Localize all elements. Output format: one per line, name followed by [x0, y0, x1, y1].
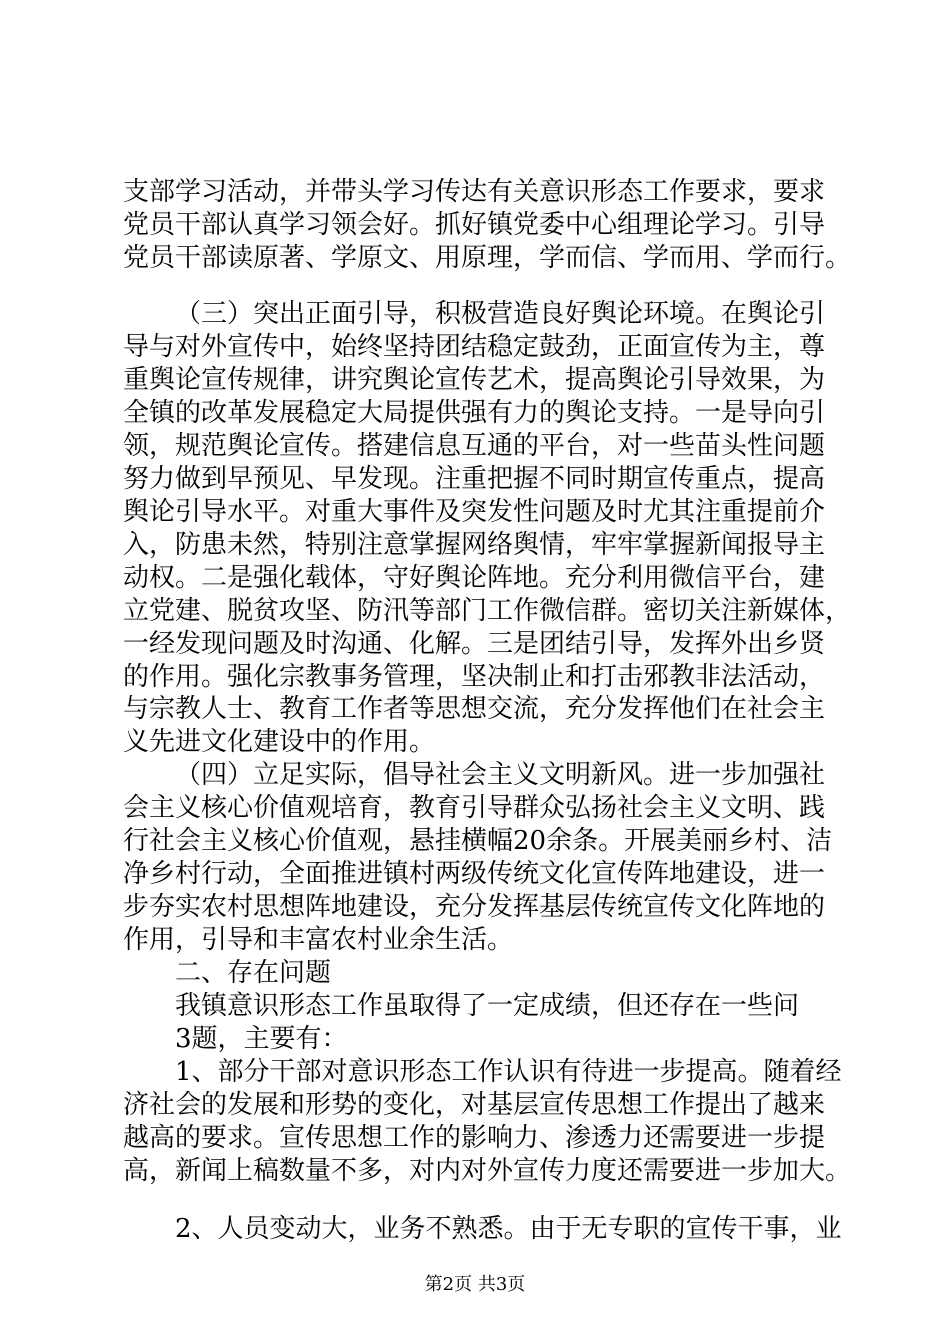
text-line: 步夯实农村思想阵地建设，充分发挥基层传统宣传文化阵地的 [123, 892, 826, 922]
text-line: 我镇意识形态工作虽取得了一定成绩，但还存在一些问 [175, 991, 800, 1021]
text-line: 作用，引导和丰富农村业余生活。 [123, 925, 514, 955]
text-line: 会主义核心价值观培育，教育引导群众弘扬社会主义文明、践 [123, 793, 826, 823]
text-line: 全镇的改革发展稳定大局提供强有力的舆论支持。一是导向引 [123, 398, 826, 428]
text-line: 与宗教人士、教育工作者等思想交流，充分发挥他们在社会主 [123, 694, 826, 724]
text-line: 的作用。强化宗教事务管理，坚决制止和打击邪教非法活动， [123, 662, 826, 692]
text-line: 党员干部认真学习领会好。抓好镇党委中心组理论学习。引导 [123, 210, 826, 240]
text-line: 努力做到早预见、早发现。注重把握不同时期宣传重点，提高 [123, 464, 826, 494]
text-line: 济社会的发展和形势的变化，对基层宣传思想工作提出了越来 [123, 1090, 826, 1120]
text-line: 导与对外宣传中，始终坚持团结稳定鼓劲，正面宣传为主，尊 [123, 332, 826, 362]
text-line: 净乡村行动，全面推进镇村两级传统文化宣传阵地建设，进一 [123, 859, 826, 889]
text-line: （四）立足实际，倡导社会主义文明新风。进一步加强社 [175, 760, 826, 790]
text-line: 动权。二是强化载体，守好舆论阵地。充分利用微信平台，建 [123, 563, 826, 593]
page-footer: 第2页 共3页 [424, 1274, 526, 1295]
text-line: 舆论引导水平。对重大事件及突发性问题及时尤其注重提前介 [123, 497, 826, 527]
text-line: 支部学习活动，并带头学习传达有关意识形态工作要求，要求 [123, 177, 826, 207]
text-line: 2、人员变动大，业务不熟悉。由于无专职的宣传干事，业 [175, 1214, 842, 1244]
text-line: 入，防患未然，特别注意掌握网络舆情，牢牢掌握新闻报导主 [123, 530, 826, 560]
text-line: 党员干部读原著、学原文、用原理，学而信、学而用、学而行。 [123, 243, 852, 273]
text-line: 行社会主义核心价值观，悬挂横幅20余条。开展美丽乡村、洁 [123, 826, 833, 856]
section-heading: 二、存在问题 [175, 958, 332, 988]
text-line: 越高的要求。宣传思想工作的影响力、渗透力还需要进一步提 [123, 1123, 826, 1153]
text-line: 高，新闻上稿数量不多，对内对外宣传力度还需要进一步加大。 [123, 1156, 852, 1186]
text-line: 1、部分干部对意识形态工作认识有待进一步提高。随着经 [175, 1057, 842, 1087]
text-line: 义先进文化建设中的作用。 [123, 727, 436, 757]
text-line: 立党建、脱贫攻坚、防汛等部门工作微信群。密切关注新媒体， [123, 596, 852, 626]
text-line: 3题，主要有： [175, 1024, 348, 1054]
text-line: （三）突出正面引导，积极营造良好舆论环境。在舆论引 [175, 299, 826, 329]
text-line: 重舆论宣传规律，讲究舆论宣传艺术，提高舆论引导效果，为 [123, 365, 826, 395]
text-line: 领，规范舆论宣传。搭建信息互通的平台，对一些苗头性问题 [123, 431, 826, 461]
text-line: 一经发现问题及时沟通、化解。三是团结引导，发挥外出乡贤 [123, 629, 826, 659]
